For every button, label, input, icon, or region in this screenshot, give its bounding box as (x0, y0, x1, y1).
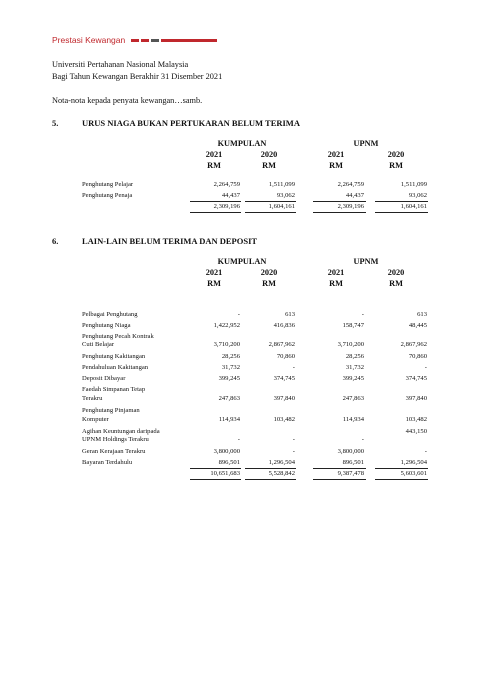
row-value: - (237, 436, 240, 443)
row-value: - (361, 311, 364, 318)
notes-continued: Nota-nota kepada penyata kewangan…samb. (52, 96, 203, 105)
row-label: Penghutang Pelajar (82, 181, 134, 188)
row-value: 158,747 (342, 322, 364, 329)
entity-name: Universiti Pertahanan Nasional Malaysia (52, 60, 189, 69)
row-label-continued: Terakru (82, 395, 103, 402)
row-label: Penghutang Pecah Kontrak (82, 333, 154, 340)
row-value: 443,150 (405, 428, 427, 435)
subtotal-rule (375, 468, 428, 469)
subtotal-rule (190, 468, 241, 469)
subtotal-rule (245, 201, 296, 202)
section-6-year: 2020 (260, 268, 278, 277)
total-rule (375, 212, 428, 213)
row-label: Pendahuluan Kakitangan (82, 364, 149, 371)
total-rule (313, 212, 366, 213)
total-value: 9,387,478 (337, 470, 364, 477)
total-value: 1,604,161 (400, 203, 427, 210)
row-value: 397,840 (273, 395, 295, 402)
row-value: - (424, 364, 427, 371)
row-value: 2,867,962 (268, 341, 295, 348)
row-value: 416,836 (273, 322, 295, 329)
section-6-group-kumpulan: KUMPULAN (217, 257, 267, 266)
section-5-group-kumpulan: KUMPULAN (217, 139, 267, 148)
row-value: 1,296,504 (400, 459, 427, 466)
row-value: 613 (417, 311, 427, 318)
row-value: 28,256 (345, 353, 364, 360)
row-value: 31,732 (221, 364, 240, 371)
row-value: 2,264,759 (337, 181, 364, 188)
row-value: - (361, 436, 364, 443)
section-6-number: 6. (52, 236, 59, 246)
row-value: 114,934 (342, 416, 364, 423)
total-rule (313, 479, 366, 480)
total-value: 2,309,196 (213, 203, 240, 210)
row-value: 1,422,952 (213, 322, 240, 329)
section-5-currency: RM (389, 161, 403, 170)
row-label-continued: Cuti Belajar (82, 341, 115, 348)
row-value: 103,482 (273, 416, 295, 423)
section-6-title: LAIN-LAIN BELUM TERIMA DAN DEPOSIT (82, 236, 258, 246)
total-value: 10,651,683 (210, 470, 240, 477)
row-value: 247,863 (218, 395, 240, 402)
row-label-continued: Komputer (82, 416, 109, 423)
row-value: 103,482 (405, 416, 427, 423)
row-value: 2,867,962 (400, 341, 427, 348)
section-5-year: 2021 (205, 150, 223, 159)
row-value: - (292, 364, 295, 371)
section-6-year: 2021 (327, 268, 345, 277)
total-value: 2,309,196 (337, 203, 364, 210)
row-label: Pelbagai Penghutang (82, 311, 138, 318)
section-5-number: 5. (52, 118, 59, 128)
section-6-currency: RM (262, 279, 276, 288)
row-value: - (424, 448, 427, 455)
subtotal-rule (190, 201, 241, 202)
section-6-currency: RM (207, 279, 221, 288)
header-accent-bar-1 (131, 39, 139, 42)
row-value: 70,860 (276, 353, 295, 360)
section-5-year: 2020 (260, 150, 278, 159)
row-value: 3,710,200 (213, 341, 240, 348)
row-label: Deposit Dibayar (82, 375, 126, 382)
row-label: Geran Kerajaan Terakru (82, 448, 146, 455)
section-5-currency: RM (207, 161, 221, 170)
section-6-currency: RM (389, 279, 403, 288)
running-header-title: Prestasi Kewangan (52, 35, 126, 45)
row-label: Penghutang Pinjaman (82, 407, 140, 414)
row-value: 93,062 (276, 192, 295, 199)
row-label: Agihan Keuntungan daripada (82, 428, 160, 435)
row-value: 48,445 (408, 322, 427, 329)
row-value: 44,437 (345, 192, 364, 199)
subtotal-rule (245, 468, 296, 469)
total-value: 1,604,161 (268, 203, 295, 210)
row-label-continued: UPNM Holdings Terakru (82, 436, 149, 443)
section-5-year: 2021 (327, 150, 345, 159)
row-value: 70,860 (408, 353, 427, 360)
section-5-currency: RM (329, 161, 343, 170)
row-value: 399,245 (218, 375, 240, 382)
row-value: 613 (285, 311, 295, 318)
section-6-year: 2020 (387, 268, 405, 277)
row-value: 3,710,200 (337, 341, 364, 348)
row-value: - (237, 311, 240, 318)
row-value: 374,745 (273, 375, 295, 382)
row-value: 28,256 (221, 353, 240, 360)
row-value: 1,511,099 (268, 181, 295, 188)
row-label: Penghutang Niaga (82, 322, 131, 329)
section-6-group-upnm: UPNM (353, 257, 379, 266)
row-value: 374,745 (405, 375, 427, 382)
row-value: 1,511,099 (400, 181, 427, 188)
header-accent-bar-2 (141, 39, 149, 42)
row-label: Penghutang Penaja (82, 192, 133, 199)
row-value: 399,245 (342, 375, 364, 382)
total-rule (245, 479, 296, 480)
section-5-group-upnm: UPNM (353, 139, 379, 148)
header-accent-bar-4 (161, 39, 217, 42)
row-label: Penghutang Kakitangan (82, 353, 146, 360)
row-value: 93,062 (408, 192, 427, 199)
section-5-year: 2020 (387, 150, 405, 159)
section-5-title: URUS NIAGA BUKAN PERTUKARAN BELUM TERIMA (82, 118, 300, 128)
subtotal-rule (313, 468, 366, 469)
section-6-year: 2021 (205, 268, 223, 277)
row-value: - (292, 436, 295, 443)
subtotal-rule (375, 201, 428, 202)
row-value: 397,840 (405, 395, 427, 402)
row-value: 2,264,759 (213, 181, 240, 188)
row-value: 3,800,000 (213, 448, 240, 455)
header-accent-bar-3 (151, 39, 159, 42)
row-value: 114,934 (218, 416, 240, 423)
row-label: Faedah Simpanan Tetap (82, 386, 146, 393)
row-value: 896,501 (218, 459, 240, 466)
row-label: Bayaran Terdahulu (82, 459, 133, 466)
total-rule (245, 212, 296, 213)
total-value: 5,603,601 (400, 470, 427, 477)
row-value: 31,732 (345, 364, 364, 371)
section-6-currency: RM (329, 279, 343, 288)
row-value: 1,296,504 (268, 459, 295, 466)
total-rule (375, 479, 428, 480)
total-value: 5,528,842 (268, 470, 295, 477)
row-value: 896,501 (342, 459, 364, 466)
row-value: 3,800,000 (337, 448, 364, 455)
total-rule (190, 212, 241, 213)
period-line: Bagi Tahun Kewangan Berakhir 31 Disember 2021 (52, 72, 223, 81)
subtotal-rule (313, 201, 366, 202)
row-value: - (292, 448, 295, 455)
section-5-currency: RM (262, 161, 276, 170)
row-value: 44,437 (221, 192, 240, 199)
row-value: 247,863 (342, 395, 364, 402)
total-rule (190, 479, 241, 480)
